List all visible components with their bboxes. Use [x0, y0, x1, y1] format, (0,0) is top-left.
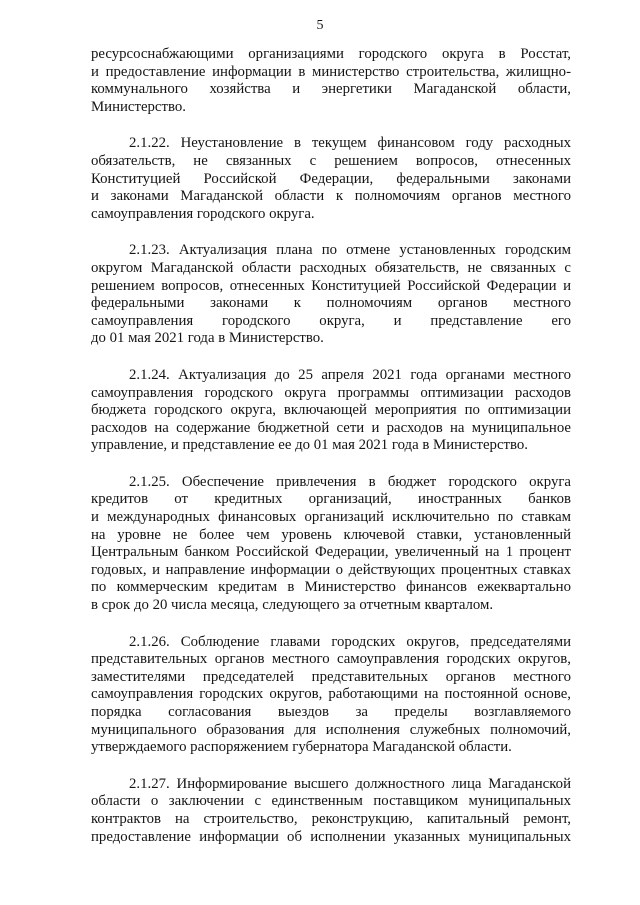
- text-line: Конституцией Российской Федерации, федеральными законами: [91, 170, 571, 187]
- paragraph-p-2-1-25: [91, 474, 571, 615]
- text-line: 2.1.27. Информирование высшего должностного лица Магаданской: [129, 775, 571, 792]
- paragraph-p-2-1-24: [91, 367, 571, 455]
- document-body: [91, 46, 571, 865]
- text-line: коммунального хозяйства и энергетики Магаданской области,: [91, 81, 571, 98]
- text-line: самоуправления городского округа программы оптимизации расходов: [91, 384, 571, 401]
- text-line: Центральным банком Российской Федерации, увеличенный на 1 процент: [91, 544, 571, 561]
- text-line: области о заключении с единственным поставщиком муниципальных: [91, 793, 571, 810]
- text-line: предоставление информации об исполнении указанных муниципальных: [91, 828, 571, 845]
- text-line: округом Магаданской области расходных обязательств, не связанных с: [91, 259, 571, 276]
- text-line: 2.1.25. Обеспечение привлечения в бюджет городского округа: [129, 473, 571, 490]
- paragraph-p-2-1-26: [91, 634, 571, 757]
- paragraph-p-2-1-27: [91, 776, 571, 846]
- text-line: федеральными законами к полномочиям органов местного: [91, 295, 571, 312]
- text-line: 2.1.22. Неустановление в текущем финансовом году расходных: [129, 135, 571, 152]
- text-line: бюджета городского округа, включающей мероприятия по оптимизации: [91, 402, 571, 419]
- text-line: муниципального образования для исполнения служебных полномочий,: [91, 721, 571, 738]
- text-line: самоуправления городского округа.: [91, 205, 315, 222]
- text-line: самоуправления городского округа, и представление его: [91, 312, 571, 329]
- text-line: Министерство.: [91, 98, 186, 115]
- text-line: представительных органов местного самоуправления городских округов,: [91, 651, 571, 668]
- text-line: до 01 мая 2021 года в Министерство.: [91, 330, 324, 347]
- text-line: управление, и представление ее до 01 мая 2021 года в Министерство.: [91, 437, 528, 454]
- text-line: расходов на содержание бюджетной сети и расходов на муниципальное: [91, 419, 571, 436]
- text-line: решением вопросов, отнесенных Конституцией Российской Федерации и: [91, 277, 571, 294]
- text-line: по коммерческим кредитам в Министерство финансов ежеквартально: [91, 579, 571, 596]
- text-line: кредитов от кредитных организаций, иностранных банков: [91, 491, 571, 508]
- text-line: и международных финансовых организаций исключительно по ставкам: [91, 509, 571, 526]
- text-line: годовых, и направление информации о действующих процентных ставках: [91, 561, 571, 578]
- paragraph-continuation: [91, 46, 571, 116]
- text-line: заместителями председателей представительных органов местного: [91, 668, 571, 685]
- text-line: обязательств, не связанных с решением вопросов, отнесенных: [91, 152, 571, 169]
- text-line: 2.1.24. Актуализация до 25 апреля 2021 года органами местного: [129, 366, 571, 383]
- text-line: на уровне не более чем уровень ключевой ставки, установленный: [91, 526, 571, 543]
- text-line: 2.1.23. Актуализация плана по отмене установленных городским: [129, 242, 571, 259]
- text-line: контрактов на строительство, реконструкцию, капитальный ремонт,: [91, 810, 571, 827]
- text-line: самоуправления городских округов, работающими на постоянной основе,: [91, 686, 571, 703]
- page-number: 5: [316, 18, 324, 33]
- text-line: и законами Магаданской области к полномочиям органов местного: [91, 188, 571, 205]
- text-line: и предоставление информации в министерство строительства, жилищно-: [91, 63, 571, 80]
- text-line: ресурсоснабжающими организациями городского округа в Росстат,: [91, 46, 571, 62]
- text-line: порядка согласования выездов за пределы возглавляемого: [91, 704, 571, 720]
- paragraph-p-2-1-23: [91, 242, 571, 348]
- paragraph-p-2-1-22: [91, 135, 571, 223]
- text-line: утверждаемого распоряжением губернатора Магаданской области.: [91, 739, 512, 756]
- text-line: в срок до 20 числа месяца, следующего за отчетным кварталом.: [91, 597, 494, 614]
- text-line: 2.1.26. Соблюдение главами городских округов, председателями: [129, 633, 571, 650]
